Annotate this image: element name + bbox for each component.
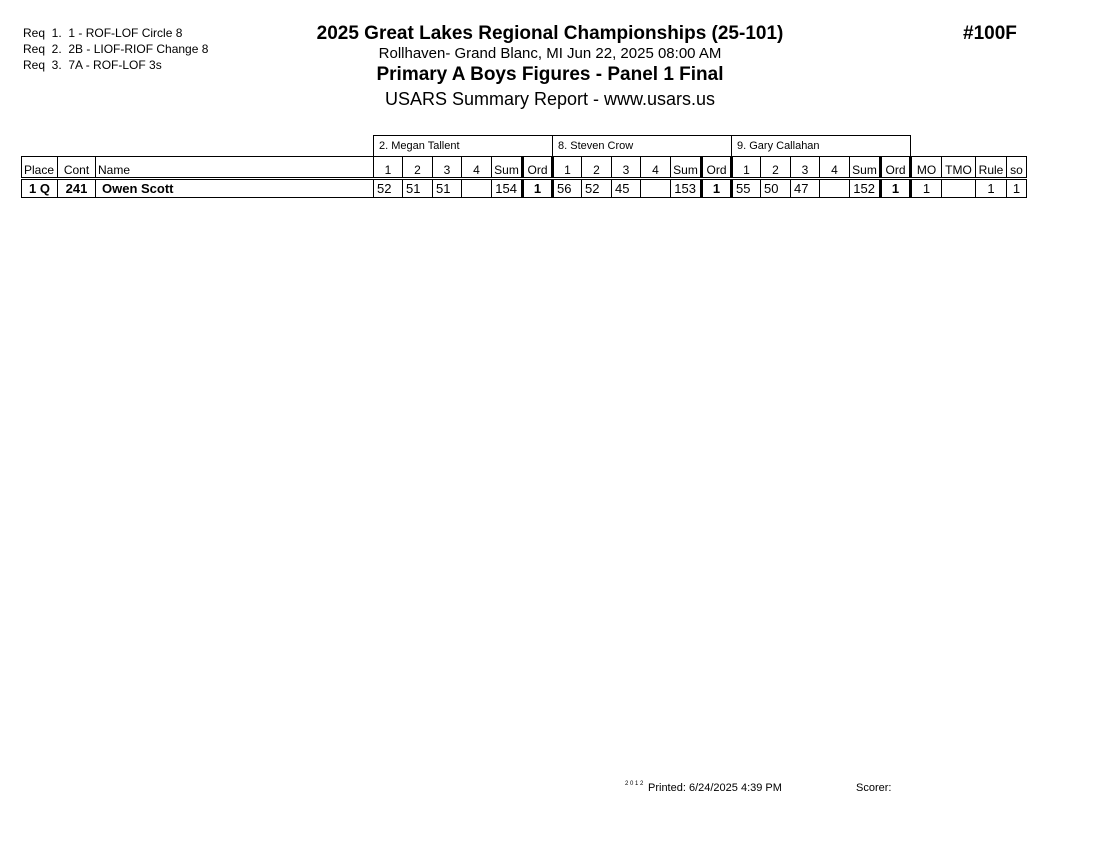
j3-score-2: 50: [761, 179, 791, 198]
col-j2-4: 4: [641, 157, 671, 179]
col-j2-sum: Sum: [671, 157, 702, 179]
requirement-2: Req 2. 2B - LIOF-RIOF Change 8: [23, 42, 209, 56]
col-rule: Rule: [976, 157, 1007, 179]
col-j1-ord: Ord: [523, 157, 553, 179]
version-code: 2 0 1 2: [625, 781, 644, 787]
j1-ord: 1: [523, 179, 553, 198]
col-j3-1: 1: [732, 157, 761, 179]
tmo-cell: [942, 179, 976, 198]
judge-2-name: 8. Steven Crow: [553, 136, 732, 157]
j1-score-3: 51: [433, 179, 462, 198]
j3-score-1: 55: [732, 179, 761, 198]
j3-score-4: [820, 179, 850, 198]
place-cell: 1 Q: [22, 179, 58, 198]
skater-name: Owen Scott: [96, 179, 374, 198]
j2-score-4: [641, 179, 671, 198]
col-j1-1: 1: [374, 157, 403, 179]
mo-cell: 1: [911, 179, 942, 198]
col-j2-2: 2: [582, 157, 612, 179]
requirement-1: Req 1. 1 - ROF-LOF Circle 8: [23, 26, 183, 40]
col-cont: Cont: [58, 157, 96, 179]
j2-ord: 1: [702, 179, 732, 198]
cont-cell: 241: [58, 179, 96, 198]
col-j3-3: 3: [791, 157, 820, 179]
so-cell: 1: [1007, 179, 1027, 198]
col-place: Place: [22, 157, 58, 179]
j1-score-4: [462, 179, 492, 198]
event-title: Primary A Boys Figures - Panel 1 Final: [376, 64, 724, 85]
col-j3-sum: Sum: [850, 157, 881, 179]
judge-3-name: 9. Gary Callahan: [732, 136, 911, 157]
j2-score-2: 52: [582, 179, 612, 198]
col-so: so: [1007, 157, 1027, 179]
col-j3-ord: Ord: [881, 157, 911, 179]
j3-ord: 1: [881, 179, 911, 198]
col-j3-2: 2: [761, 157, 791, 179]
j1-score-1: 52: [374, 179, 403, 198]
competition-title: 2025 Great Lakes Regional Championships (25-101): [316, 23, 784, 44]
j1-sum: 154: [492, 179, 523, 198]
j2-score-1: 56: [553, 179, 582, 198]
col-mo: MO: [911, 157, 942, 179]
col-j2-3: 3: [612, 157, 641, 179]
j1-score-2: 51: [403, 179, 433, 198]
col-j1-4: 4: [462, 157, 492, 179]
rule-cell: 1: [976, 179, 1007, 198]
j2-sum: 153: [671, 179, 702, 198]
judge-1-name: 2. Megan Tallent: [374, 136, 553, 157]
col-tmo: TMO: [942, 157, 976, 179]
j3-score-3: 47: [791, 179, 820, 198]
col-j1-2: 2: [403, 157, 433, 179]
col-j1-sum: Sum: [492, 157, 523, 179]
col-j1-3: 3: [433, 157, 462, 179]
event-number: #100F: [963, 23, 1017, 44]
col-name: Name: [96, 157, 374, 179]
j2-score-3: 45: [612, 179, 641, 198]
scorer-label: Scorer:: [856, 782, 892, 794]
col-j2-1: 1: [553, 157, 582, 179]
col-j2-ord: Ord: [702, 157, 732, 179]
judge-header-row: [22, 136, 1027, 157]
requirement-3: Req 3. 7A - ROF-LOF 3s: [23, 58, 162, 72]
printed-date: Printed: 6/24/2025 4:39 PM: [648, 782, 782, 794]
location-date: Rollhaven- Grand Blanc, MI Jun 22, 2025 08:00 AM: [378, 45, 722, 62]
report-title: USARS Summary Report - www.usars.us: [384, 89, 716, 109]
results-table: [21, 135, 1027, 198]
j3-sum: 152: [850, 179, 881, 198]
table-row: [22, 179, 1027, 198]
col-j3-4: 4: [820, 157, 850, 179]
column-header-row: [22, 157, 1027, 179]
